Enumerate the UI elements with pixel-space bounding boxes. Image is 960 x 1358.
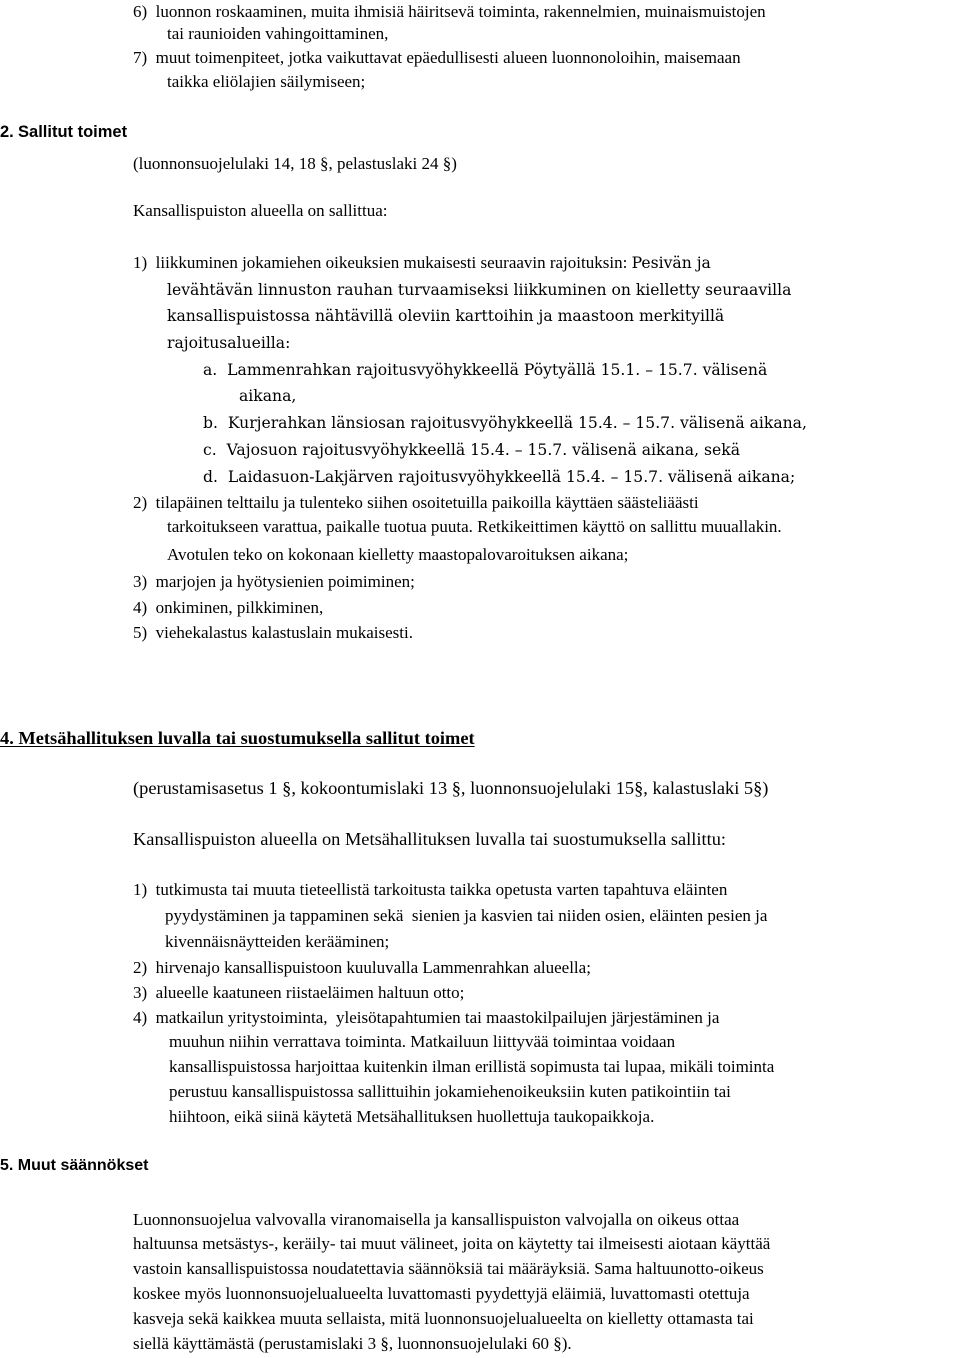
restriction-d: d. Laidasuon-Lakjärven rajoitusvyöhykkeellä 15.4. – 15.7. välisenä aikana; — [203, 468, 796, 486]
section-2-heading — [0, 122, 127, 142]
permit-item-1-line-3: kivennäisnäytteiden kerääminen; — [165, 932, 390, 951]
allowed-item-1-line-3: kansallispuistossa nähtävillä oleviin karttoihin ja maastoon merkityillä — [167, 307, 725, 325]
section-5-line-5: kasveja sekä kaikkea muuta sellaista, mitä luonnonsuojelualueelta on kielletty ottamasta tai — [133, 1309, 754, 1328]
allowed-item-1-line-2: levähtävän linnuston rauhan turvaamiseksi liikkuminen on kielletty seuraavilla — [167, 281, 792, 299]
section-2-title: Sallitut toimet — [18, 123, 128, 141]
permit-item-4-line-5: hiihtoon, eikä siinä käytetä Metsähallituksen huollettuja taukopaikkoja. — [169, 1107, 655, 1126]
section-5-line-6: siellä käyttämästä (perustamislaki 3 §, luonnonsuojelulaki 60 §). — [133, 1334, 572, 1353]
allowed-item-2-line-1: 2) tilapäinen telttailu ja tulenteko siihen osoitetuilla paikoilla käyttäen säästeliäästi — [133, 493, 699, 512]
section-2-legal-ref: (luonnonsuojelulaki 14, 18 §, pelastuslaki 24 §) — [133, 154, 457, 173]
permit-item-4-line-2: muuhun niihin verrattava toiminta. Matkailuun liittyvää toimintaa voidaan — [169, 1032, 676, 1051]
allowed-item-1-line-4: rajoitusalueilla: — [167, 334, 291, 352]
permit-item-2: 2) hirvenajo kansallispuistoon kuuluvalla Lammenrahkan alueella; — [133, 958, 591, 977]
allowed-item-1-line-1b: Pesivän ja — [631, 254, 711, 272]
section-4-legal-ref: (perustamisasetus 1 §, kokoontumislaki 13 §, luonnonsuojelulaki 15§, kalastuslaki 5§) — [133, 778, 769, 798]
prohibited-item-7-line-1: 7) muut toimenpiteet, jotka vaikuttavat epäedullisesti alueen luonnonoloihin, maisemaan — [133, 48, 741, 67]
restriction-a-line-2: aikana, — [239, 387, 297, 405]
prohibited-item-6-line-1: 6) luonnon roskaaminen, muita ihmisiä häiritsevä toiminta, rakennelmien, muinaismuistojen — [133, 2, 766, 21]
allowed-item-2-line-3: Avotulen teko on kokonaan kielletty maastopalovaroituksen aikana; — [167, 545, 629, 564]
prohibited-item-6-line-2: tai raunioiden vahingoittaminen, — [167, 24, 389, 43]
allowed-item-1-line-1a: 1) liikkuminen jokamiehen oikeuksien mukaisesti seuraavin rajoituksin: — [133, 253, 632, 272]
section-2-number: 2. — [0, 123, 14, 141]
restriction-b: b. Kurjerahkan länsiosan rajoitusvyöhykkeellä 15.4. – 15.7. välisenä aikana, — [203, 414, 807, 432]
allowed-item-1-line-1 — [133, 253, 711, 273]
allowed-item-3: 3) marjojen ja hyötysienien poimiminen; — [133, 572, 415, 591]
permit-item-1-line-1: 1) tutkimusta tai muuta tieteellistä tarkoitusta taikka opetusta varten tapahtuva eläinten — [133, 880, 728, 899]
section-5-line-3: vastoin kansallispuistossa noudatettavia säännöksiä tai määräyksiä. Sama haltuunotto-oikeus — [133, 1259, 764, 1278]
section-5-heading: 5. Muut säännökset — [0, 1157, 149, 1174]
permit-item-1-line-2: pyydystäminen ja tappaminen sekä sienien ja kasvien tai niiden osien, eläinten pesien ja — [165, 906, 768, 925]
restriction-a-line-1: a. Lammenrahkan rajoitusvyöhykkeellä Pöytyällä 15.1. – 15.7. välisenä — [203, 361, 768, 379]
section-4-intro: Kansallispuiston alueella on Metsähallituksen luvalla tai suostumuksella sallittu: — [133, 829, 726, 849]
restriction-c: c. Vajosuon rajoitusvyöhykkeellä 15.4. – 15.7. välisenä aikana, sekä — [203, 441, 740, 459]
permit-item-4-line-4: perustuu kansallispuistossa sallittuihin jokamiehenoikeuksiin kuten patikointiin tai — [169, 1082, 731, 1101]
prohibited-item-7-line-2: taikka eliölajien säilymiseen; — [167, 72, 366, 91]
section-5-line-1: Luonnonsuojelua valvovalla viranomaisella ja kansallispuiston valvojalla on oikeus ottaa — [133, 1210, 740, 1229]
allowed-item-4: 4) onkiminen, pilkkiminen, — [133, 598, 324, 617]
permit-item-3: 3) alueelle kaatuneen riistaeläimen haltuun otto; — [133, 983, 465, 1002]
section-2-intro: Kansallispuiston alueella on sallittua: — [133, 201, 388, 220]
allowed-item-5: 5) viehekalastus kalastuslain mukaisesti. — [133, 623, 413, 642]
section-4-heading: 4. Metsähallituksen luvalla tai suostumuksella sallitut toimet — [0, 728, 475, 748]
section-5-line-2: haltuunsa metsästys-, keräily- tai muut välineet, joita on käytetty tai ilmeisesti aiotaan käyttää — [133, 1234, 771, 1253]
section-5-line-4: koskee myös luonnonsuojelualueelta luvattomasti pyydettyjä eläimiä, luvattomasti otettuja — [133, 1284, 750, 1303]
allowed-item-2-line-2: tarkoitukseen varattua, paikalle tuotua puuta. Retkikeittimen käyttö on sallittu muuallakin. — [167, 517, 782, 536]
permit-item-4-line-3: kansallispuistossa harjoittaa kuitenkin ilman erillistä sopimusta tai lupaa, mikäli toiminta — [169, 1057, 775, 1076]
permit-item-4-line-1: 4) matkailun yritystoiminta, yleisötapahtumien tai maastokilpailujen järjestäminen ja — [133, 1008, 720, 1027]
